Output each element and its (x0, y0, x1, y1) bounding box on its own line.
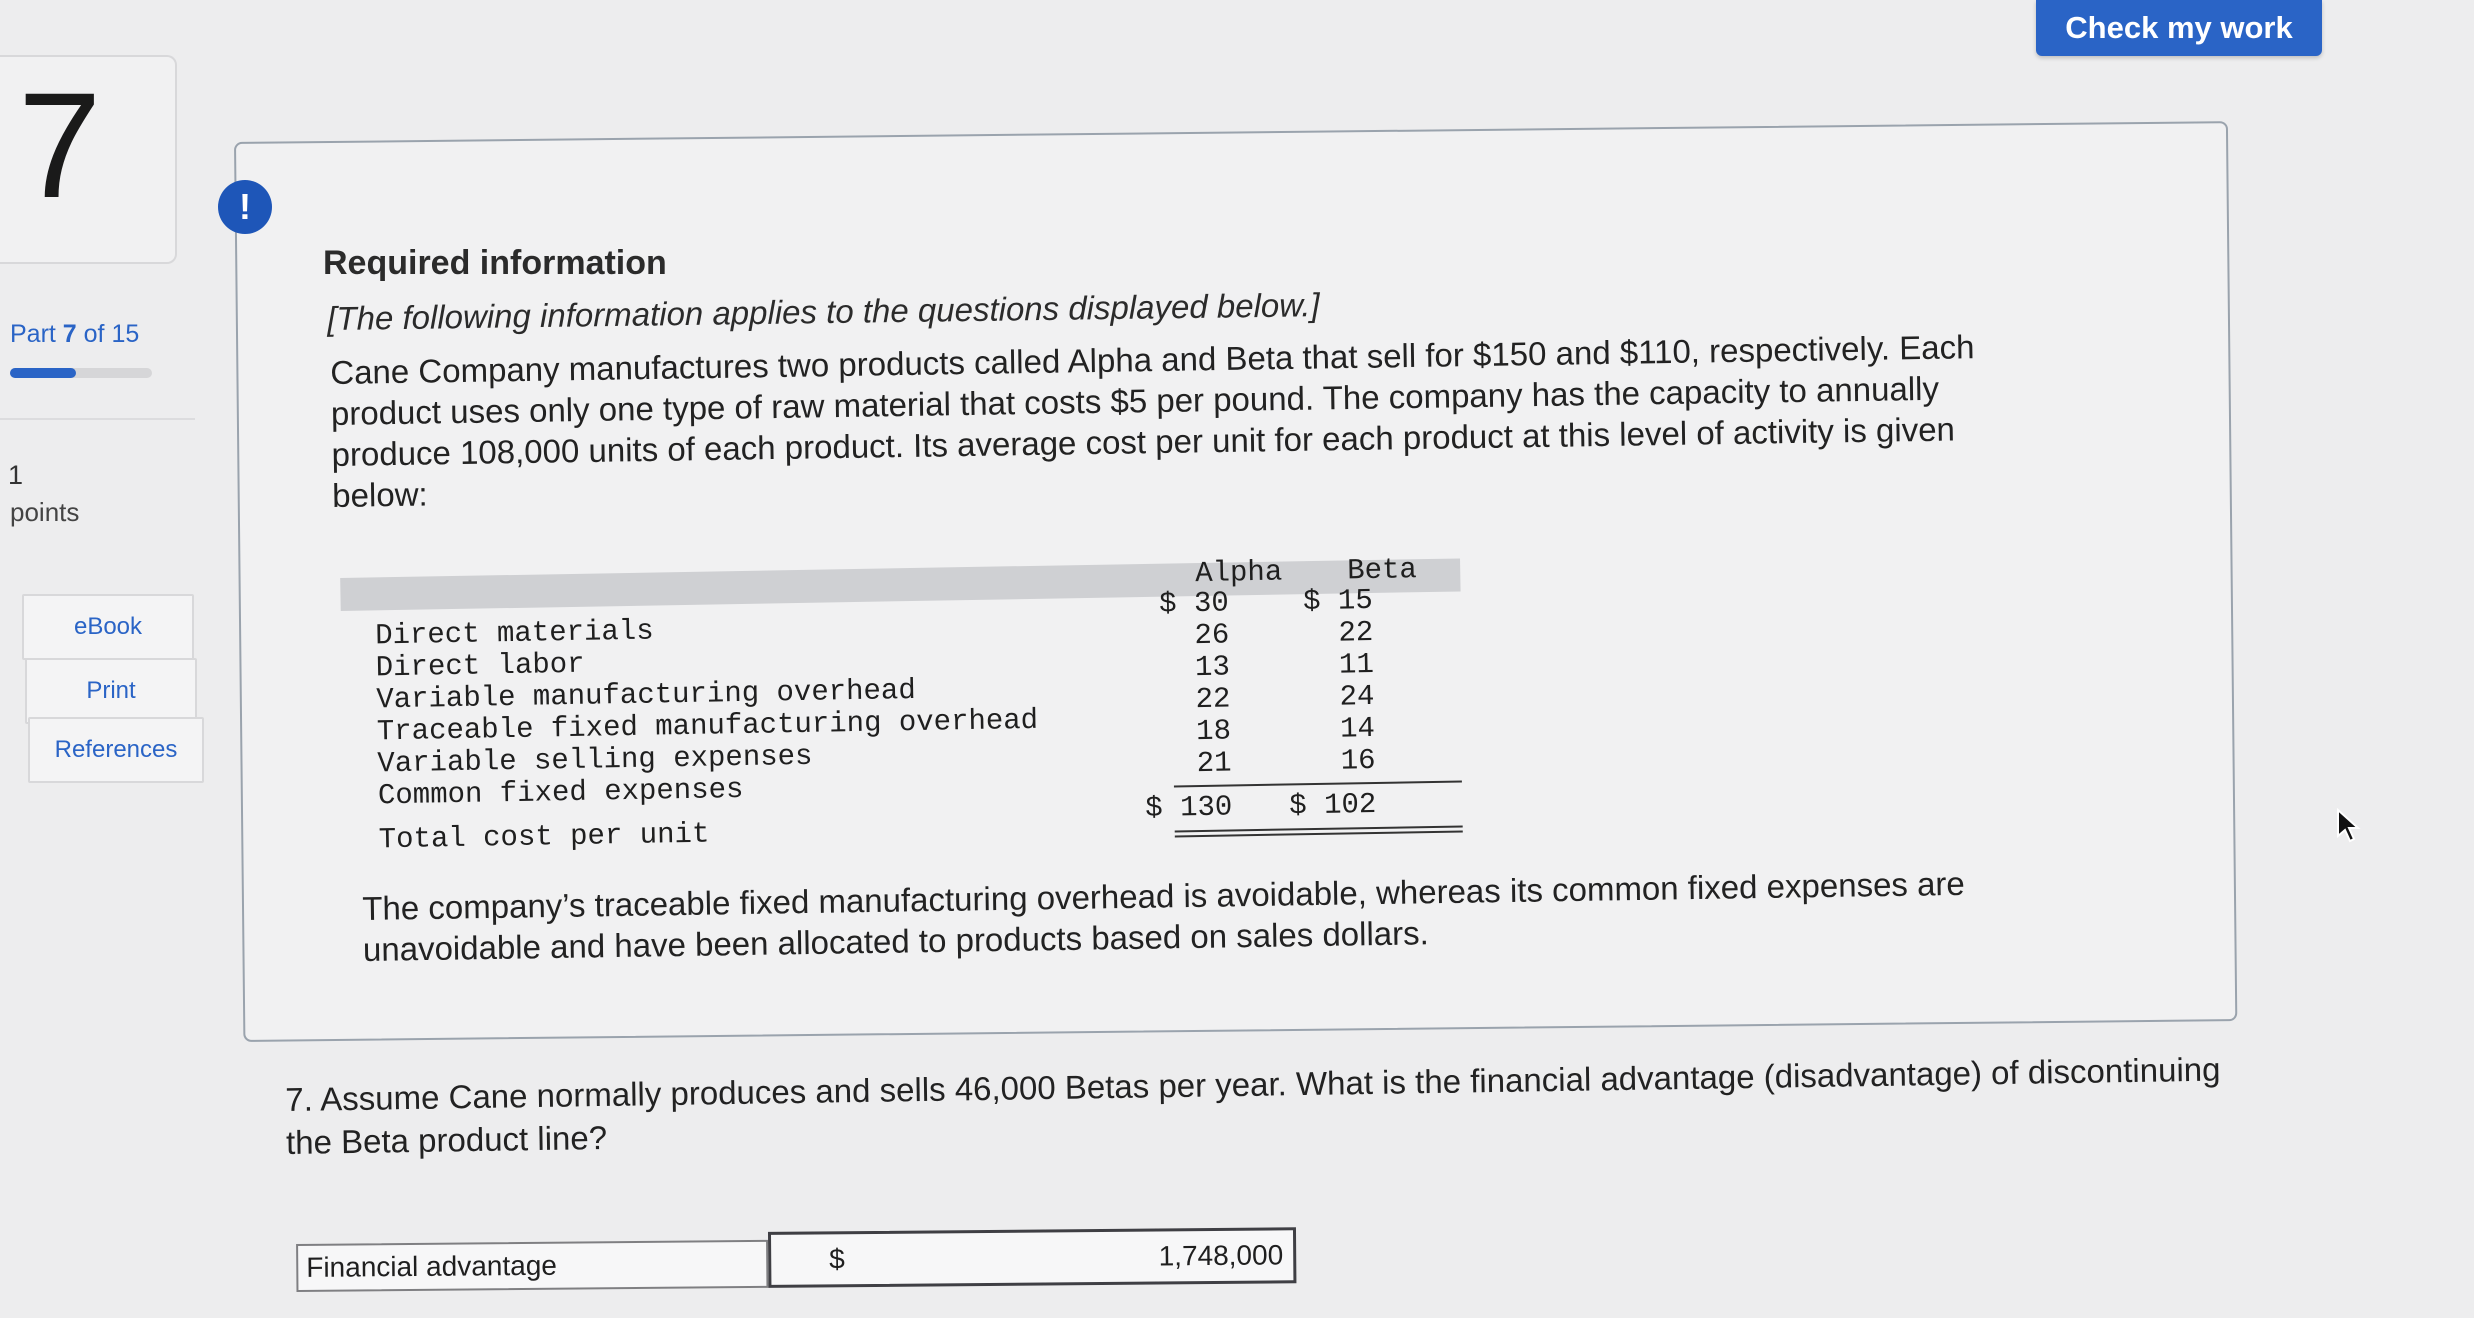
intro-text: [The following information applies to the questions displayed below.] (327, 286, 1320, 337)
answer-amount-input[interactable] (768, 1227, 1296, 1288)
total-alpha: $ 130 (1145, 790, 1233, 825)
rail-divider (0, 418, 195, 420)
alert-icon: ! (218, 180, 272, 234)
row-label: Direct labor (375, 647, 585, 685)
cell-beta: 16 (1340, 743, 1376, 778)
total-label: Total cost per unit (378, 817, 710, 857)
question-number: 7 (18, 61, 102, 229)
cell-alpha: $ 30 (1158, 586, 1230, 621)
cell-beta: $ 15 (1302, 583, 1374, 619)
points-label: points (10, 497, 80, 527)
row-label: Direct materials (374, 614, 654, 653)
cell-beta: 11 (1338, 647, 1375, 682)
cell-beta: 14 (1339, 711, 1376, 746)
required-information-title: Required information (323, 244, 667, 282)
cell-alpha: 22 (1195, 682, 1231, 717)
mouse-cursor-icon (2336, 808, 2362, 849)
check-my-work-button[interactable]: Check my work (2036, 0, 2322, 56)
cell-beta: 22 (1338, 615, 1374, 650)
print-button[interactable]: Print (25, 658, 197, 724)
question-text: 7. Assume Cane normally produces and sells 46,000 Betas per year. What is the financial advantage (disadvantage) of discontinuing the Beta product line? (285, 1050, 2221, 1161)
cell-alpha: 26 (1194, 618, 1230, 653)
part-indicator: Part 7 of 15 (10, 320, 140, 348)
problem-description: Cane Company manufactures two products called Alpha and Beta that sell for $150 and $110, respectively. Each product uses only one type of raw material that costs $5 per pound. The company has the capacity to annually produce 108,000 units of each product. Its average cost per unit for each product at this level of activity is given below: (330, 328, 1975, 514)
answer-amount-value: 1,748,000 (1158, 1239, 1284, 1272)
subtotal-rule (1174, 780, 1462, 787)
cell-beta: 24 (1339, 679, 1375, 714)
ebook-button[interactable]: eBook (22, 594, 194, 660)
row-label: Traceable fixed manufacturing overhead (376, 703, 1039, 749)
references-button[interactable]: References (28, 717, 204, 783)
row-label: Common fixed expenses (377, 772, 744, 813)
overhead-note: The company’s traceable fixed manufacturing overhead is avoidable, whereas its common fixed expenses are unavoidable and have been allocated to products based on sales dollars. (362, 864, 1966, 968)
column-header-alpha: Alpha (1194, 555, 1283, 591)
cell-alpha: 13 (1194, 650, 1231, 685)
currency-symbol: $ (829, 1243, 845, 1275)
row-label: Variable manufacturing overhead (376, 673, 917, 717)
total-beta: $ 102 (1288, 787, 1377, 823)
cost-per-unit-table (340, 548, 1465, 858)
answer-label-select[interactable]: Financial advantage (296, 1240, 768, 1292)
column-header-beta: Beta (1346, 553, 1418, 588)
cell-alpha: 18 (1195, 714, 1232, 749)
part-progress-fill (10, 368, 76, 378)
row-label: Variable selling expenses (377, 739, 813, 781)
cell-alpha: 21 (1196, 746, 1232, 781)
points-value: 1 (8, 460, 24, 490)
